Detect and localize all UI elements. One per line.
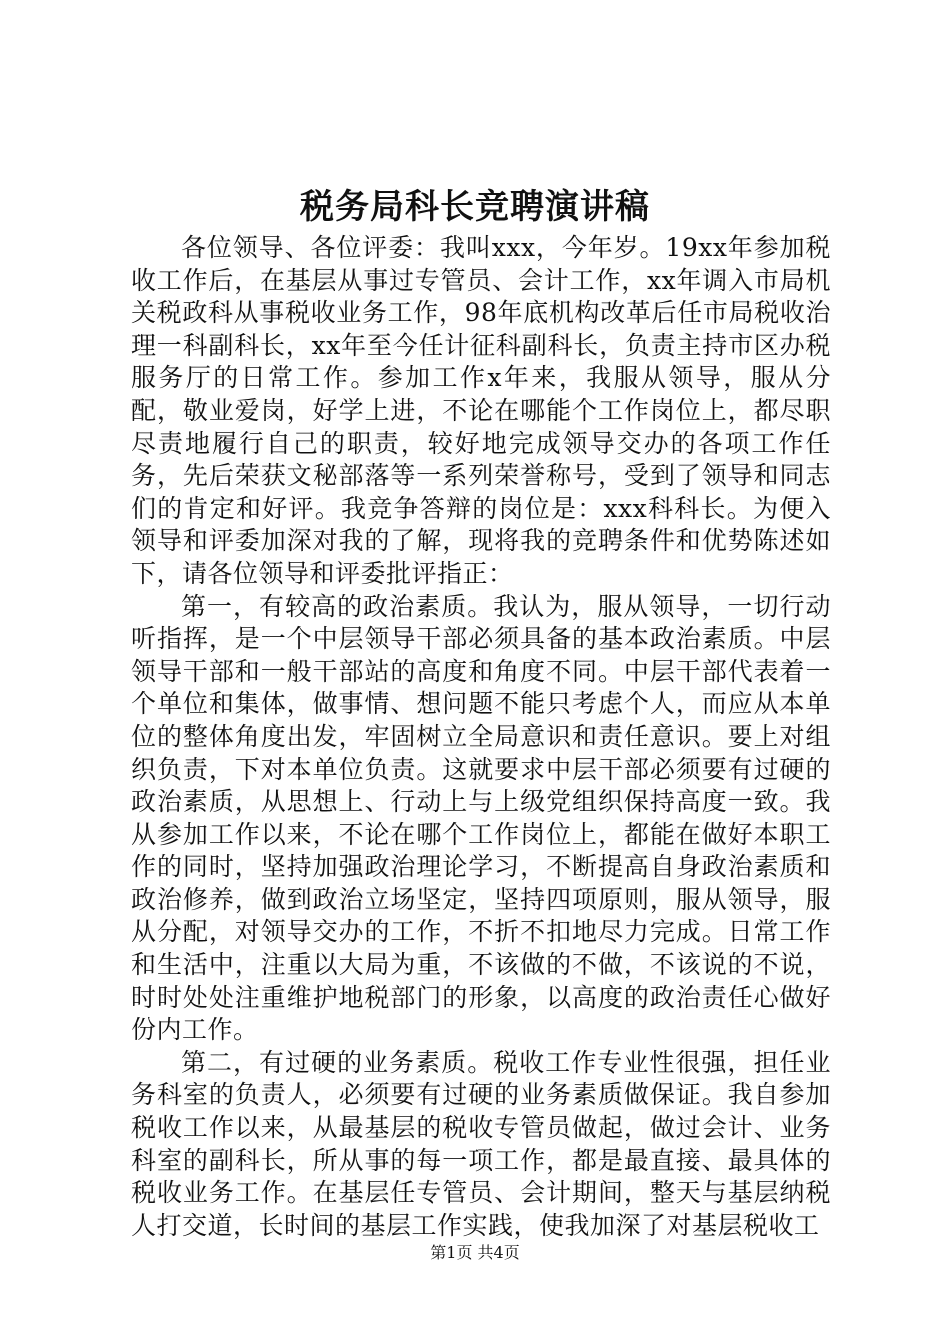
paragraph-political-quality: 第一，有较高的政治素质。我认为，服从领导，一切行动听指挥，是一个中层领导干部必须具备的基本政治素质。中层领导干部和一般干部站的高度和角度不同。中层干部代表着一个单位和集体，做事情、想问题不能只考虑个人，而应从本单位的整体角度出发，牢固树立全局意识和责任意识。要上对组织负责，下对本单位负责。这就要求中层干部必须要有过硬的政治素质，从思想上、行动上与上级党组织保持高度一致。我从参加工作以来，不论在哪个工作岗位上，都能在做好本职工作的同时，坚持加强政治理论学习，不断提高自身政治素质和政治修养，做到政治立场坚定，坚持四项原则，服从领导，服从分配，对领导交办的工作，不折不扣地尽力完成。日常工作和生活中，注重以大局为重，不该做的不做，不该说的不说，时时处处注重维护地税部门的形象，以高度的政治责任心做好份内工作。 [131,591,831,1045]
document-title: 税务局科长竞聘演讲稿 [300,187,650,227]
paragraph-intro: 各位领导、各位评委：我叫xxx，今年岁。19xx年参加税收工作后，在基层从事过专管员、会计工作，xx年调入市局机关税政科从事税收业务工作，98年底机构改革后任市局税收治理一科副科长，xx年至今任计征科副科长，负责主持市区办税服务厅的日常工作。参加工作x年来，我服从领导，服从分配，敬业爱岗，好学上进，不论在哪能个工作岗位上，都尽职尽责地履行自己的职责，较好地完成领导交办的各项工作任务，先后荣获文秘部落等一系列荣誉称号，受到了领导和同志们的肯定和好评。我竞争答辩的岗位是：xxx科科长。为便入领导和评委加深对我的了解，现将我的竞聘条件和优势陈述如下，请各位领导和评委批评指正： [131,233,831,588]
document-body [131,232,831,1242]
page-number-footer: 第1页 共4页 [430,1243,520,1262]
paragraph-professional-quality: 第二，有过硬的业务素质。税收工作专业性很强，担任业务科室的负责人，必须要有过硬的业务素质做保证。我自参加税收工作以来，从最基层的税收专管员做起，做过会计、业务科室的副科长，所从事的每一项工作，都是最直接、最具体的税收业务工作。在基层任专管员、会计期间，整天与基层纳税人打交道，长时间的基层工作实践，使我加深了对基层税收工 [131,1047,831,1240]
